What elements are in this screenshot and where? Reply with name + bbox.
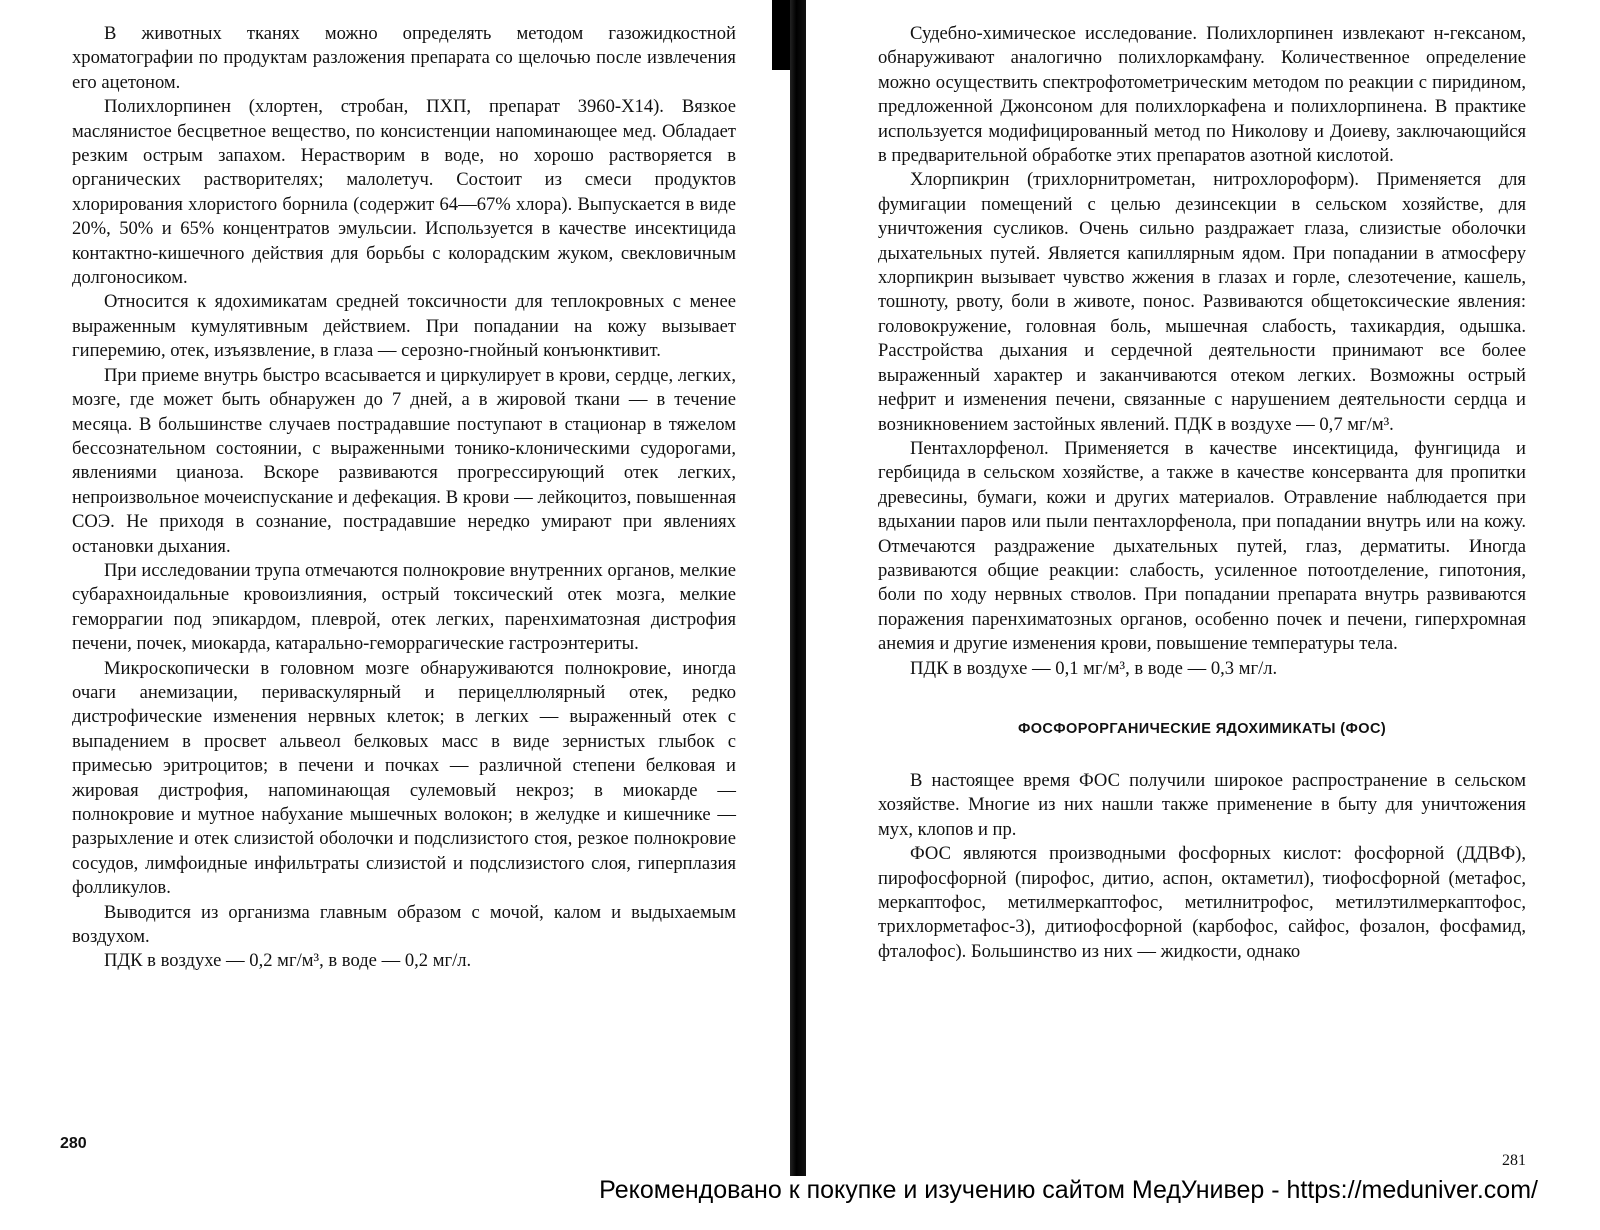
left-page: [72, 0, 736, 1190]
left-paragraph-1: В животных тканях можно определять методом газожидкостной хроматографии по продуктам разложения препарата со щелочью после извлечения его ацетоном.: [72, 23, 736, 93]
section-paragraph-1: В настоящее время ФОС получили широкое распространение в сельском хозяйстве. Многие из них нашли также применение в быту для уничтожения мух, клопов и пр.: [878, 769, 1526, 840]
right-paragraph-4: ПДК в воздухе — 0,1 мг/м³, в воде — 0,3 мг/л.: [910, 657, 1278, 679]
page-number-right: 281: [1502, 1152, 1526, 1169]
left-paragraph-5: При исследовании трупа отмечаются полнокровие внутренних органов, мелкие субарахноидальные кровоизлияния, острый токсический отек мозга, мелкие геморрагии под эпикардом, плеврой, отек легких, паренхиматозная дистрофия печени, почек, миокарда, катарально-геморрагические гастроэнтериты.: [72, 559, 736, 655]
left-paragraph-4: При приеме внутрь быстро всасывается и циркулирует в крови, сердце, легких, мозге, где может быть обнаружен до 7 дней, а в жировой ткани — в течение месяца. В большинстве случаев пострадавшие поступают в стационар в тяжелом бессознательном состоянии, с выраженными тонико-клоническими судорогами, явлениями цианоза. Вскоре развиваются прогрессирующий отек легких, непроизвольное мочеиспускание и дефекация. В крови — лейкоцитоз, повышенная СОЭ. Не приходя в сознание, пострадавшие нередко умирают при явлениях остановки дыхания.: [72, 364, 736, 557]
left-paragraph-8: ПДК в воздухе — 0,2 мг/м³, в воде — 0,2 мг/л.: [104, 950, 472, 972]
right-paragraph-1: Судебно-химическое исследование. Полихлорпинен извлекают н-гексаном, обнаруживают аналогично полихлоркамфану. Количественное определение можно осуществить спектрофотометрическим методом по реакции с пиридином, предложенной Джонсоном для полихлоркафена и полихлорпинена. В практике используется модифицированный метод по Николову и Доиеву, заключающийся в предварительной обработке этих препаратов азотной кислотой.: [878, 23, 1526, 167]
right-paragraph-3: Пентахлорфенол. Применяется в качестве инсектицида, фунгицида и гербицида в сельском хозяйстве, а также в качестве консерванта для пропитки древесины, бумаги, кожи и других материалов. Отравление наблюдается при вдыхании паров или пыли пентахлорфенола, при попадании внутрь или на кожу. Отмечаются раздражение дыхательных путей, глаз, дерматиты. Иногда развиваются общие реакции: слабость, усиленное потоотделение, гипотония, боли по ходу нервных стволов. При попадании препарата внутрь развиваются поражения паренхиматозных органов, особенно почек и печени, гиперхромная анемия и другие изменения крови, повышение температуры тела.: [878, 437, 1526, 655]
footer-watermark-text: Рекомендовано к покупке и изучению сайтом МедУнивер - https://meduniver.com/: [0, 1176, 1538, 1205]
left-page-text: [72, 22, 736, 974]
left-paragraph-6: Микроскопически в головном мозге обнаруживаются полнокровие, иногда очаги анемизации, периваскулярный и перицеллюлярный отек, редко дистрофические изменения нервных клеток; в легких — выраженный отек с выпадением в просвет альвеол белковых масс в виде зернистых глыбок с примесью эритроцитов; в печени и почках — различной степени белковая и жировая дистрофия, напоминающая сулемовый некроз; в миокарде — полнокровие и мутное набухание мышечных волокон; в желудке и кишечнике — разрыхление и отек слизистой оболочки и подслизистого стоя, резкое полнокровие сосудов, лимфоидные инфильтраты слизистой и подслизистого слоя, гиперплазия фолликулов.: [72, 657, 736, 899]
left-paragraph-3: Относится к ядохимикатам средней токсичности для теплокровных с менее выраженным кумулятивным действием. При попадании на кожу вызывает гиперемию, отек, изъязвление, в глаза — серозно-гнойный конъюнктивит.: [72, 291, 736, 362]
left-paragraph-2: Полихлорпинен (хлортен, стробан, ПХП, препарат 3960-X14). Вязкое маслянистое бесцветное вещество, по консистенции напоминающее мед. Обладает резким острым запахом. Нерастворим в воде, но хорошо растворяется в органических растворителях; малолетуч. Состоит из смеси продуктов хлорирования хлористого борнила (содержит 64—67% хлора). Выпускается в виде 20%, 50% и 65% концентратов эмульсии. Используется в качестве инсектицида контактно-кишечного действия для борьбы с колорадским жуком, свекловичным долгоносиком.: [72, 96, 736, 289]
section-paragraph-2: ФОС являются производными фосфорных кислот: фосфорной (ДДВФ), пирофосфорной (пирофос, дитио, аспон, октаметил), тиофосфорной (метафос, меркаптофос, метилмеркаптофос, метилнитрофос, метилэтилмеркаптофос, трихлорметафос-3), дитиофосфорной (карбофос, сайфос, фозалон, фосфамид, фталофос). Большинство из них — жидкости, однако: [878, 843, 1526, 962]
left-paragraph-7: Выводится из организма главным образом с мочой, калом и выдыхаемым воздухом.: [72, 901, 736, 948]
section-heading: ФОСФОРОРГАНИЧЕСКИЕ ЯДОХИМИКАТЫ (ФОС): [1017, 720, 1387, 737]
book-spine: [790, 0, 806, 1190]
right-page-text: [878, 22, 1526, 964]
right-paragraph-2: Хлорпикрин (трихлорнитрометан, нитрохлороформ). Применяется для фумигации помещений с целью дезинсекции в сельском хозяйстве, для уничтожения сусликов. Очень сильно раздражает глаза, слизистые оболочки дыхательных путей. Является капиллярным ядом. При попадании в атмосферу хлорпикрин вызывает чувство жжения в глазах и горле, слезотечение, кашель, тошноту, рвоту, боли в животе, понос. Развиваются общетоксические явления: головокружение, головная боль, мышечная слабость, тахикардия, одышка. Расстройства дыхания и сердечной деятельности принимают все более выраженный характер и заканчиваются отеком легких. Возможны острый нефрит и изменения печени, связанные с нарушением деятельности сердца и возникновением застойных явлений. ПДК в воздухе — 0,7 мг/м³.: [878, 169, 1526, 435]
right-page: [878, 0, 1526, 1190]
page-number-left: 280: [60, 1135, 87, 1152]
